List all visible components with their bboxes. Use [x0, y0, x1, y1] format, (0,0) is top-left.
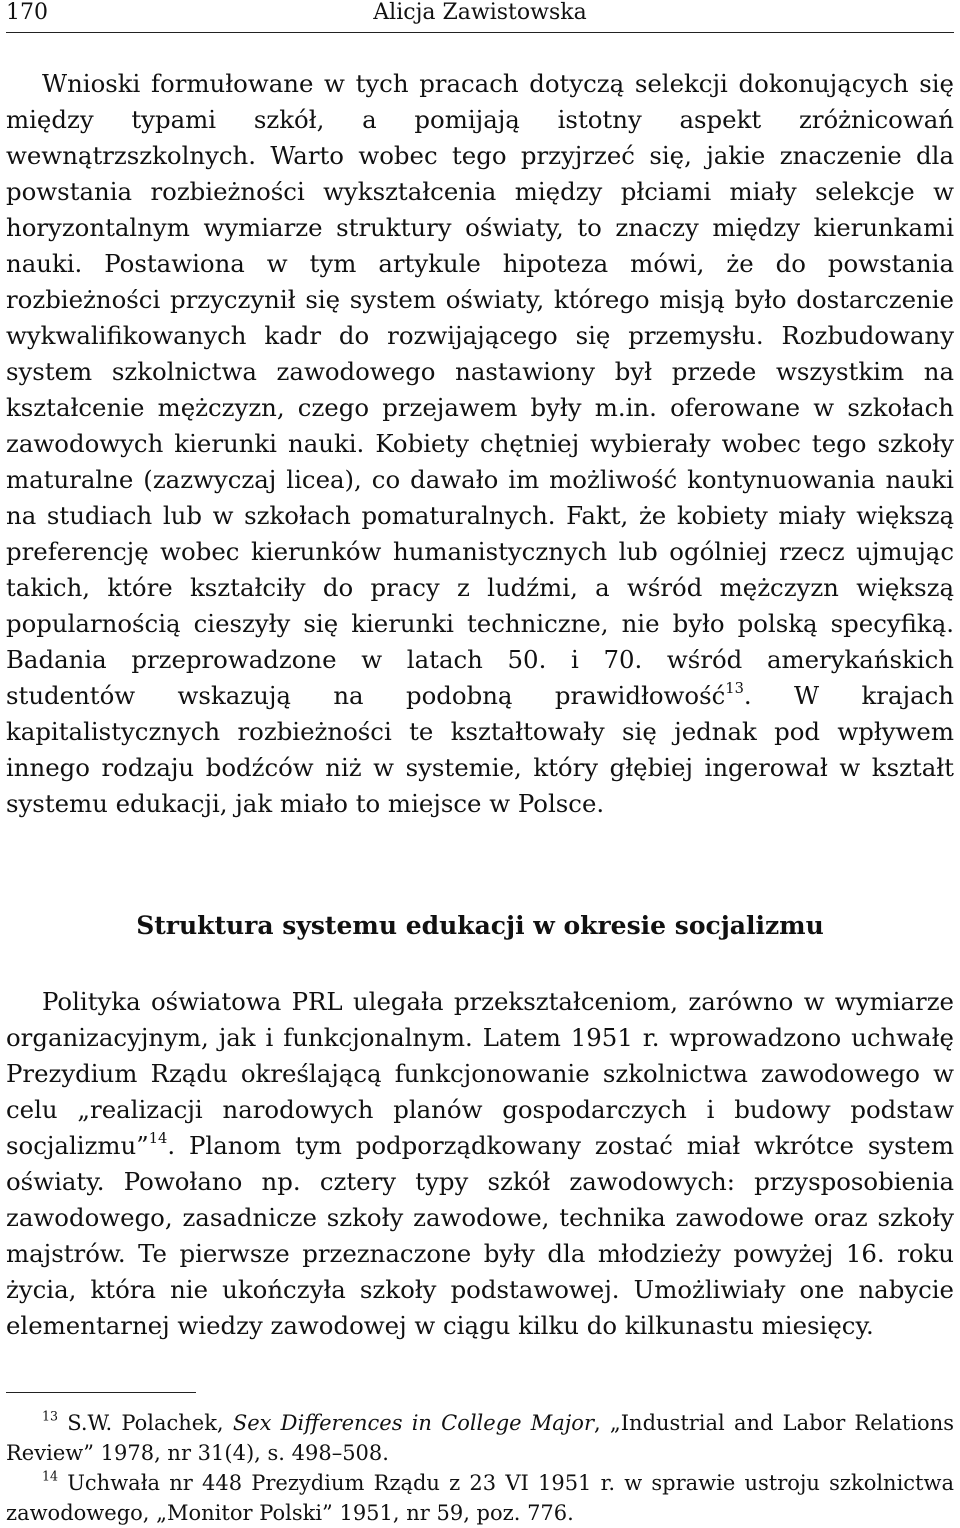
running-header: [6, 0, 954, 33]
footnote-14: [6, 1468, 954, 1528]
footnote-13-text-b: , „Industrial and Labor Relations Review” 1978, nr 31(4), s. 498–508.: [6, 1411, 955, 1465]
paragraph-1-text-a: Wnioski formułowane w tych pracach dotyczą selekcji dokonujących się między typami szkół, a pomijają istotny aspekt zróżnicowań wewnątrzszkolnych. Warto wobec tego przyjrzeć się, jakie znaczenie dla powstania rozbieżności wykształcenia między płciami miały selekcje w horyzontalnym wymiarze struktury oświaty, to znaczy między kierunkami nauki. Postawiona w tym artykule hipoteza mówi, że do powstania rozbieżności przyczynił się system oświaty, którego misją było dostarczenie wykwalifikowanych kadr do rozwijającego się przemysłu. Rozbudowany system szkolnictwa zawodowego nastawiony był przede wszystkim na kształcenie mężczyzn, czego przejawem były m.in. oferowane w szkołach zawodowych kierunki nauki. Kobiety chętniej wybierały wobec tego szkoły maturalne (zazwyczaj licea), co dawało im możliwość kontynuowania nauki na studiach lub w szkołach pomaturalnych. Fakt, że kobiety miały większą preferencję wobec kierunków humanistycznych lub ogólniej rzecz ujmując takich, które kształciły do pracy z ludźmi, a wśród mężczyzn większą popularnością cieszyły się kierunki techniczne, nie było polską specyfiką. Badania przeprowadzone w latach 50. i 70. wśród amerykańskich studentów wskazują na podobną prawidłowość: [6, 69, 954, 710]
footnote-ref-13: 13: [725, 680, 744, 698]
section-heading: Struktura systemu edukacji w okresie socjalizmu: [136, 911, 824, 940]
paragraph-2-text-b: . Planom tym podporządkowany zostać miał wkrótce system oświaty. Powołano np. cztery typy szkół zawodowych: przysposobienia zawodowego, zasadnicze szkoły zawodowe, technika zawodowe oraz szkoły majstrów. Te pierwsze przeznaczone były dla młodzieży powyżej 16. roku życia, która nie ukończyła szkoły podstawowej. Umożliwiały one nabycie elementarnej wiedzy zawodowej w ciągu kilku do kilkunastu miesięcy.: [6, 1131, 954, 1340]
body-paragraph-1: [6, 66, 954, 822]
footnote-13: [6, 1408, 954, 1468]
body-paragraph-2: [6, 984, 954, 1344]
footnote-separator: [6, 1392, 196, 1393]
footnote-ref-14: 14: [148, 1130, 168, 1148]
footnote-13-number: 13: [42, 1408, 59, 1424]
paragraph-2-text-a: Polityka oświatowa PRL ulegała przekształceniom, zarówno w wymiarze organizacyjnym, jak i funkcjonalnym. Latem 1951 r. wprowadzono uchwałę Prezydium Rządu określającą funkcjonowanie szkolnictwa zawodowego w celu „realizacji narodowych planów gospodarczych i budowy podstaw socjalizmu”: [6, 987, 954, 1160]
footnote-13-title: Sex Differences in College Major: [232, 1411, 594, 1435]
page-number: 170: [6, 0, 48, 25]
footnote-14-number: 14: [42, 1468, 59, 1484]
running-author: Alicja Zawistowska: [373, 0, 587, 25]
footnote-14-text: Uchwała nr 448 Prezydium Rządu z 23 VI 1951 r. w sprawie ustroju szkolnictwa zawodowego, „Monitor Polski” 1951, nr 59, poz. 776.: [6, 1471, 954, 1525]
footnote-13-text-a: S.W. Polachek,: [58, 1411, 233, 1435]
paragraph-1-text-b: . W krajach kapitalistycznych rozbieżności te kształtowały się jednak pod wpływem innego rodzaju bodźców niż w systemie, który głębiej ingerował w kształt systemu edukacji, jak miało to miejsce w Polsce.: [6, 681, 954, 818]
